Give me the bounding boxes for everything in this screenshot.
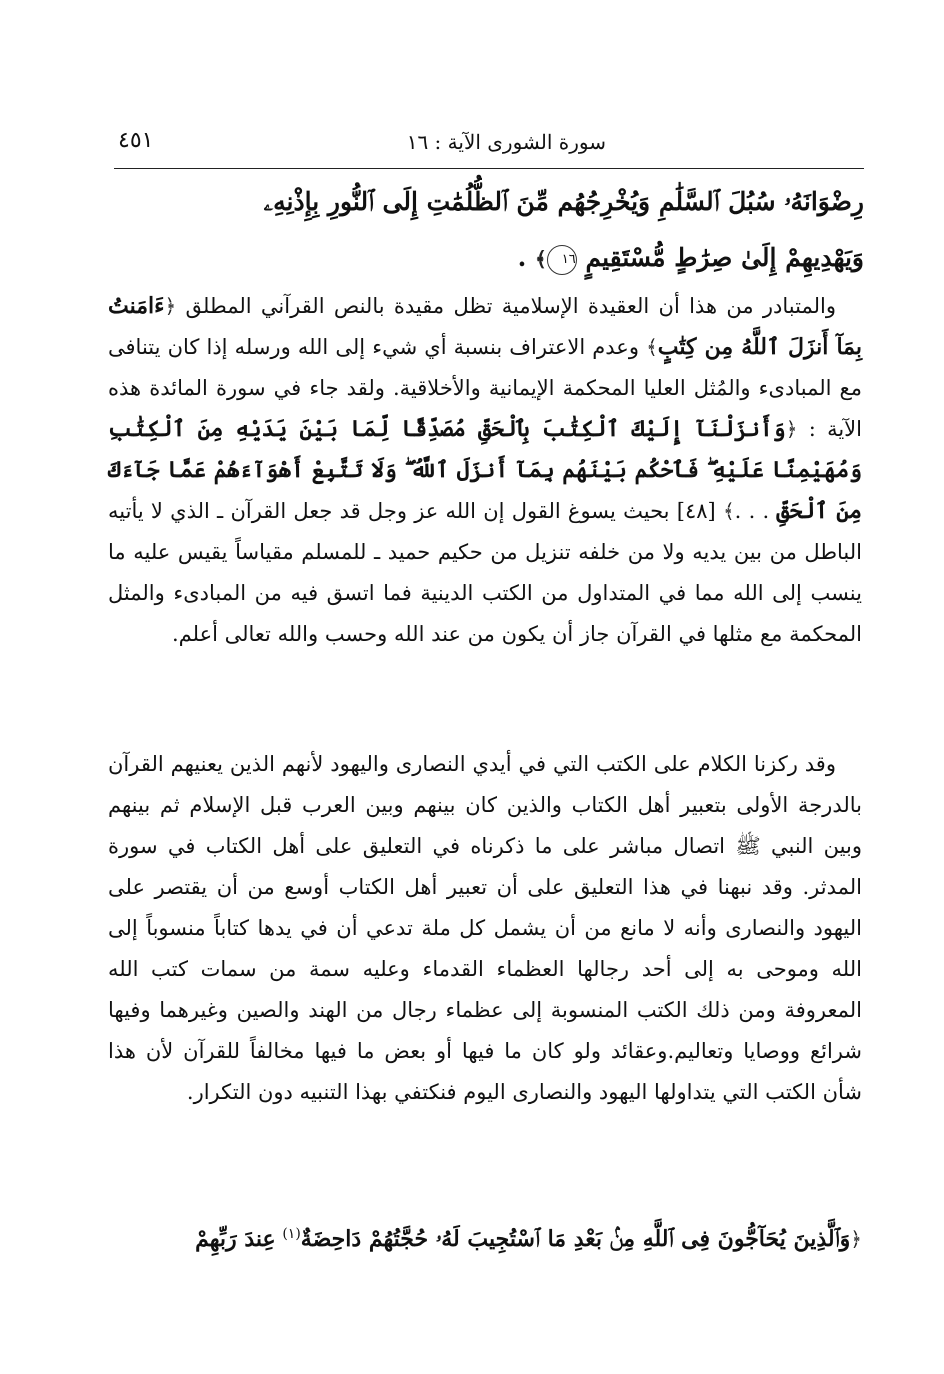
paragraph-1-lead: والمتبادر من هذا أن العقيدة الإسلامية تظل مقيدة بالنص القرآني المطلق	[185, 294, 836, 318]
close-brace: ﴾	[535, 247, 547, 271]
paragraph-1	[108, 286, 862, 655]
page-number: ٤٥١	[118, 128, 154, 153]
ellipsis: . . .	[734, 499, 770, 523]
header-divider	[114, 168, 864, 169]
bottom-verse-text: وَٱلَّذِينَ يُحَآجُّونَ فِى ٱللَّهِ مِنۢ بَعْدِ مَا ٱسْتُجِيبَ لَهُۥ حُجَّتُهُمْ دَاحِضَةٌ	[300, 1226, 851, 1252]
page-header	[114, 126, 862, 166]
close-brace: ﴾	[722, 499, 735, 523]
paragraph-2-text-1: وقد ركزنا الكلام على الكتب التي في أيدي النصارى واليهود لأنهم الذين يعنيهم القرآن بالدرجة الأولى بتعبير أهل الكتاب والذين كان بينهم وبين العرب قبل الإسلام ثم بينهم وبين النبي	[108, 752, 862, 858]
paragraph-1-tail: بحيث يسوغ القول إن الله عز وجل قد جعل القرآن ـ الذي لا يأتيه الباطل من بين يديه ولا من خلفه تنزيل من حكيم حميد ـ للمسلم مقياساً يقيس عليه ما ينسب إلى الله مما في المتداول من الكتب الدينية فما اتسق فيه من المبادىء والمثل المحكمة مع مثلها في القرآن جاز أن يكون من عند الله وحسب والله تعالى أعلم.	[108, 499, 862, 646]
salutation-glyph: ﷺ	[735, 834, 761, 858]
quran-quote-1: ءَامَنتُ بِمَآ أَنزَلَ ٱللَّهُ مِن كِتَٰبٍ	[108, 293, 862, 360]
open-brace: ﴿	[850, 1227, 862, 1251]
surah-title: سورة الشورى الآية : ١٦	[406, 130, 606, 154]
paragraph-1-middle: وعدم الاعتراف بنسبة أي شيء إلى الله ورسله إذا كان يتنافى مع المبادىء والمُثل العليا المحكمة الإيمانية والأخلاقية. ولقد جاء في سورة المائدة هذه الآية :	[108, 335, 862, 441]
verse-line-2: وَيَهْدِيهِمْ إِلَىٰ صِرَٰطٍ مُّسْتَقِيمٍ	[585, 243, 864, 272]
paragraph-2-text-2: اتصال مباشر على ما ذكرناه في التعليق على أهل الكتاب في سورة المدثر. وقد نبهنا في هذا التعليق على أن تعبير أهل الكتاب أوسع من أن يقتصر على اليهود والنصارى وأنه لا مانع من أن يشمل كل ملة تدعي أن في يدها كتاباً منسوباً إلى الله وموحى به إلى أحد رجالها العظماء القدماء وعليه سمة من سمات كتب الله المعروفة ومن ذلك الكتب المنسوبة إلى عظماء رجال من الهند والصين وغيرهما وفيها شرائع ووصايا وتعاليم.وعقائد ولو كان ما فيها أو بعض ما فيها مخالفاً للقرآن لأن هذا شأن الكتب التي يتداولها اليهود والنصارى اليوم فنكتفي بهذا التنبيه دون التكرار.	[108, 834, 862, 1104]
open-brace: ﴿	[164, 294, 177, 318]
top-verse	[110, 174, 864, 287]
paragraph-2	[108, 744, 862, 1113]
ayah-number-marker: ١٦	[547, 245, 577, 275]
bottom-verse-continuation: عِندَ رَبِّهِمْ	[195, 1226, 276, 1252]
verse-reference: [٤٨]	[676, 499, 716, 523]
open-brace: ﴿	[785, 417, 798, 441]
close-brace: ﴾	[646, 335, 658, 359]
bottom-verse	[108, 1214, 862, 1260]
verse-line-1: رِضْوَانَهُۥ سُبُلَ ٱلسَّلَٰمِ وَيُخْرِجُهُم مِّنَ ٱلظُّلُمَٰتِ إِلَى ٱلنُّورِ بِإِذْنِهِۦ	[263, 187, 864, 216]
footnote-marker: (١)	[282, 1226, 301, 1242]
quran-quote-2: وَأَنزَلْنَآ إِلَيْكَ ٱلْكِتَٰبَ بِٱلْحَقِّ مُصَدِّقًا لِّمَا بَيْنَ يَدَيْهِ مِنَ ٱلْكِتَٰبِ وَمُهَيْمِنًا عَلَيْهِ ۖ فَٱحْكُم بَيْنَهُم بِمَآ أَنزَلَ ٱللَّهُ ۖ وَلَا تَتَّبِعْ أَهْوَآءَهُمْ عَمَّا جَآءَكَ مِنَ ٱلْحَقِّ	[108, 416, 862, 524]
verse-end-dot: .	[517, 243, 536, 272]
